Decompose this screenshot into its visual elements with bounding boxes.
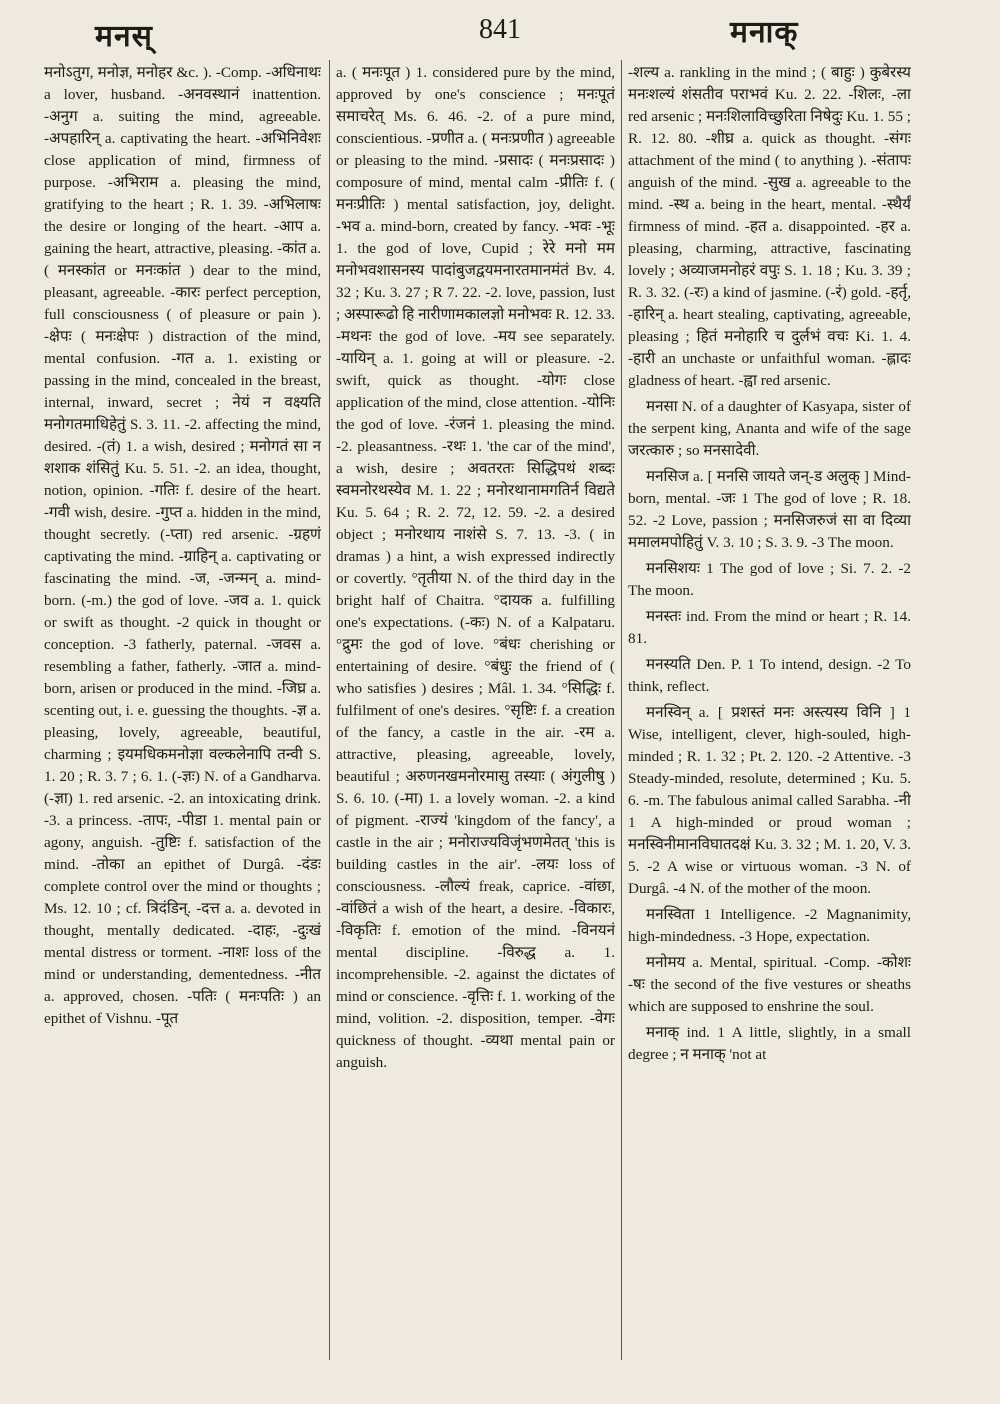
page-number: 841 [479,14,521,45]
dictionary-entry: मनसिज a. [ मनसि जायते जन्-ड अलुक् ] Mind-born, mental. -जः 1 The god of love ; R. 18. 52. -2 Love, passion ; मनसिजरुजं सा वा दिव्या ममालमपोहितुं V. 3. 10 ; S. 3. 9. -3 The moon. [628,468,911,551]
right-running-headword: मनाक् [730,16,799,49]
dictionary-entry: मनोऽतुग, मनोज्ञ, मनोहर &c. ). -Comp. -अधिनाथः a lover, husband. -अनवस्थानं inattention. -अनुग a. suiting the mind, agreeable. -अपहारिन् a. captivating the heart. -अभिनिवेशः close application of mind, firmness of purpose. -अभिराम a. pleasing the mind, gratifying to the heart ; R. 1. 39. -अभिलाषः the desire or longing of the heart. -आप a. gaining the heart, attractive, pleasing. -कांत a. ( मनस्कांत or मनःकांत ) dear to the mind, pleasant, agreeable. -कारः perfect perception, full consciousness ( of pleasure or pain ). -क्षेपः ( मनःक्षेपः ) distraction of the mind, mental confusion. -गत a. 1. existing or passing in the mind, concealed in the breast, internal, inward, secret ; नेयं न वक्ष्यति मनोगतमाधिहेतुं S. 3. 11. -2. affecting the mind, desired. -(तं) 1. a wish, desired ; मनोगतं सा न शशाक शंसितुं Ku. 5. 51. -2. an idea, thought, notion, opinion. -गतिः f. desire of the heart. -गवी wish, desire. -गुप्त a. hidden in the mind, thought secretly. (-प्ता) red arsenic. -ग्रहणं captivating the mind. -ग्राहिन् a. captivating or fascinating the mind. -ज, -जन्मन् a. mind-born. (-m.) the god of love. -जव a. 1. quick or swift as thought. -2 quick in thought or conception. -3 fatherly, paternal. -जवस a. resembling a father, fatherly. -जात a. mind-born, arisen or produced in the mind. -जिघ्र a. scenting out, i. e. guessing the thoughts. -ज्ञ a. pleasing, lovely, agreeable, beautiful, charming ; इयमधिकमनोज्ञा वल्कलेनापि तन्वी S. 1. 20 ; R. 3. 7 ; 6. 1. (-ज्ञः) N. of a Gandharva. (-ज्ञा) 1. red arsenic. -2. an intoxicating drink. -3. a princess. -तापः, -पीडा 1. mental pain or agony, anguish. -तुष्टिः f. satisfaction of the mind. -तोका an epithet of Durgâ. -दंडः complete control over the mind or thoughts ; Ms. 12. 10 ; cf. त्रिदंडिन्. -दत्त a. a. devoted in thought, mentally dedicated. -दाहः, -दुःखं mental distress or torment. -नाशः loss of the mind or understanding, dementedness. -नीत a. approved, chosen. -पतिः ( मनःपतिः ) an epithet of Vishnu. -पूत [44,64,321,1027]
column-3 [628,62,911,1392]
dictionary-entry: मनाक् ind. 1 A little, slightly, in a small degree ; न मनाक् 'not at [628,1024,911,1063]
dictionary-entry: मनस्विन् a. [ प्रशस्तं मनः अस्त्यस्य विनि ] 1 Wise, intelligent, clever, high-souled, high-minded ; R. 1. 32 ; Pt. 2. 120. -2 Attentive. -3 Steady-minded, resolute, determined ; Ku. 5. 6. -m. The fabulous animal called Sarabha. -नी 1 A high-minded or proud woman ; मनस्विनीमानविघातदक्षं Ku. 3. 32 ; M. 1. 20, V. 3. 5. -2 A wise or virtuous woman. -3 N. of Durgâ. -4 N. of the mother of the moon. [628,704,911,897]
dictionary-entry: -शल्य a. rankling in the mind ; ( बाहुः ) कुबेरस्य मनःशल्यं शंसतीव पराभवं Ku. 2. 22. -शिलः, -ला red arsenic ; मनःशिलाविच्छुरिता निषेदुः Ku. 1. 55 ; R. 12. 80. -शीघ्र a. quick as thought. -संगः attachment of the mind ( to anything ). -संतापः anguish of the mind. -सुख a. agreeable to the mind. -स्थ a. being in the heart, mental. -स्थैर्यं firmness of mind. -हत a. disappointed. -हर a. pleasing, charming, attractive, fascinating lovely ; अव्याजमनोहरं वपुः S. 1. 18 ; Ku. 3. 39 ; R. 3. 32. (-रः) a kind of jasmine. (-रं) gold. -हर्तृ, -हारिन् a. heart stealing, captivating, agreeable, pleasing ; हितं मनोहारि च दुर्लभं वचः Ki. 1. 4. -हारी an unchaste or unfaithful woman. -ह्लादः gladness of heart. -ह्वा red arsenic. [628,64,911,389]
dictionary-entry: मनस्तः ind. From the mind or heart ; R. 14. 81. [628,608,911,647]
dictionary-entry: मनोमय a. Mental, spiritual. -Comp. -कोशः -षः the second of the five vestures or sheaths which are supposed to enshrine the soul. [628,954,911,1015]
column-2 [336,62,615,1392]
left-running-headword: मनस् [95,20,153,53]
dictionary-entry: मनस्विता 1 Intelligence. -2 Magnanimity, high-mindedness. -3 Hope, expectation. [628,906,911,945]
dictionary-entry: मनस्यति Den. P. 1 To intend, design. -2 To think, reflect. [628,656,911,695]
page-header [0,0,1000,58]
dictionary-entry: मनसा N. of a daughter of Kasyapa, sister of the serpent king, Ananta and wife of the sage जरत्कारु ; so मनसादेवी. [628,398,911,459]
dictionary-entry: a. ( मनःपूत ) 1. considered pure by the mind, approved by one's conscience ; मनःपूतं समाचरेत् Ms. 6. 46. -2. of a pure mind, conscientious. -प्रणीत a. ( मनःप्रणीत ) agreeable or pleasing to the mind. -प्रसादः ( मनःप्रसादः ) composure of mind, mental calm -प्रीतिः f. ( मनःप्रीतिः ) mental satisfaction, joy, delight. -भव a. mind-born, created by fancy. -भवः -भूः 1. the god of love, Cupid ; रेरे मनो मम मनोभवशासनस्य पादांबुजद्वयमनारतमानमंतं Bv. 4. 32 ; Ku. 3. 27 ; R 7. 22. -2. love, passion, lust ; अस्पारूढो हि नारीणामकालज्ञो मनोभवः R. 12. 33. -मथनः the god of love. -मय see separately. -यायिन् a. 1. going at will or pleasure. -2. swift, quick as thought. -योगः close application of the mind, close attention. -योनिः the god of love. -रंजनं 1. pleasing the mind. -2. pleasantness. -रथः 1. 'the car of the mind', a wish, desire ; अवतरतः सिद्धिपथं शब्दः स्वमनोरथस्येव M. 1. 22 ; मनोरथानामगतिर्न विद्यते Ku. 5. 64 ; R. 2. 72, 12. 59. -2. a desired object ; मनोरथाय नाशंसे S. 7. 13. -3. ( in dramas ) a hint, a wish expressed indirectly or covertly. °तृतीया N. of the third day in the bright half of Chaitra. °दायक a. fulfilling one's expectations. (-कः) N. of a Kalpataru. °द्रुमः the god of love. °बंधः cherishing or entertaining of desire. °बंधुः the friend of ( who satisfies ) desires ; Mâl. 1. 34. °सिद्धिः f. fulfilment of one's desires. °सृष्टिः f. a creation of the fancy, a castle in the air. -रम a. attractive, pleasing, agreeable, lovely, beautiful ; अरुणनखमनोरमासु तस्याः ( अंगुलीषु ) S. 6. 10. (-मा) 1. a lovely woman. -2. a kind of pigment. -राज्यं 'kingdom of the fancy', a castle in the air ; मनोराज्यविजृंभणमेतत् 'this is building castles in the air'. -लयः loss of consciousness. -लौल्यं freak, caprice. -वांछा, -वांछितं a wish of the heart, a desire. -विकारः, -विकृतिः f. emotion of the mind. -विनयनं mental discipline. -विरुद्ध a. 1. incomprehensible. -2. against the dictates of mind or conscience. -वृत्तिः f. 1. working of the mind, volition. -2. disposition, temper. -वेगः quickness of thought. -व्यथा mental pain or anguish. [336,64,615,1071]
column-1 [44,62,321,1392]
column-rule-left [329,60,330,1360]
dictionary-entry: मनसिशयः 1 The god of love ; Si. 7. 2. -2 The moon. [628,560,911,599]
column-rule-right [621,60,622,1360]
